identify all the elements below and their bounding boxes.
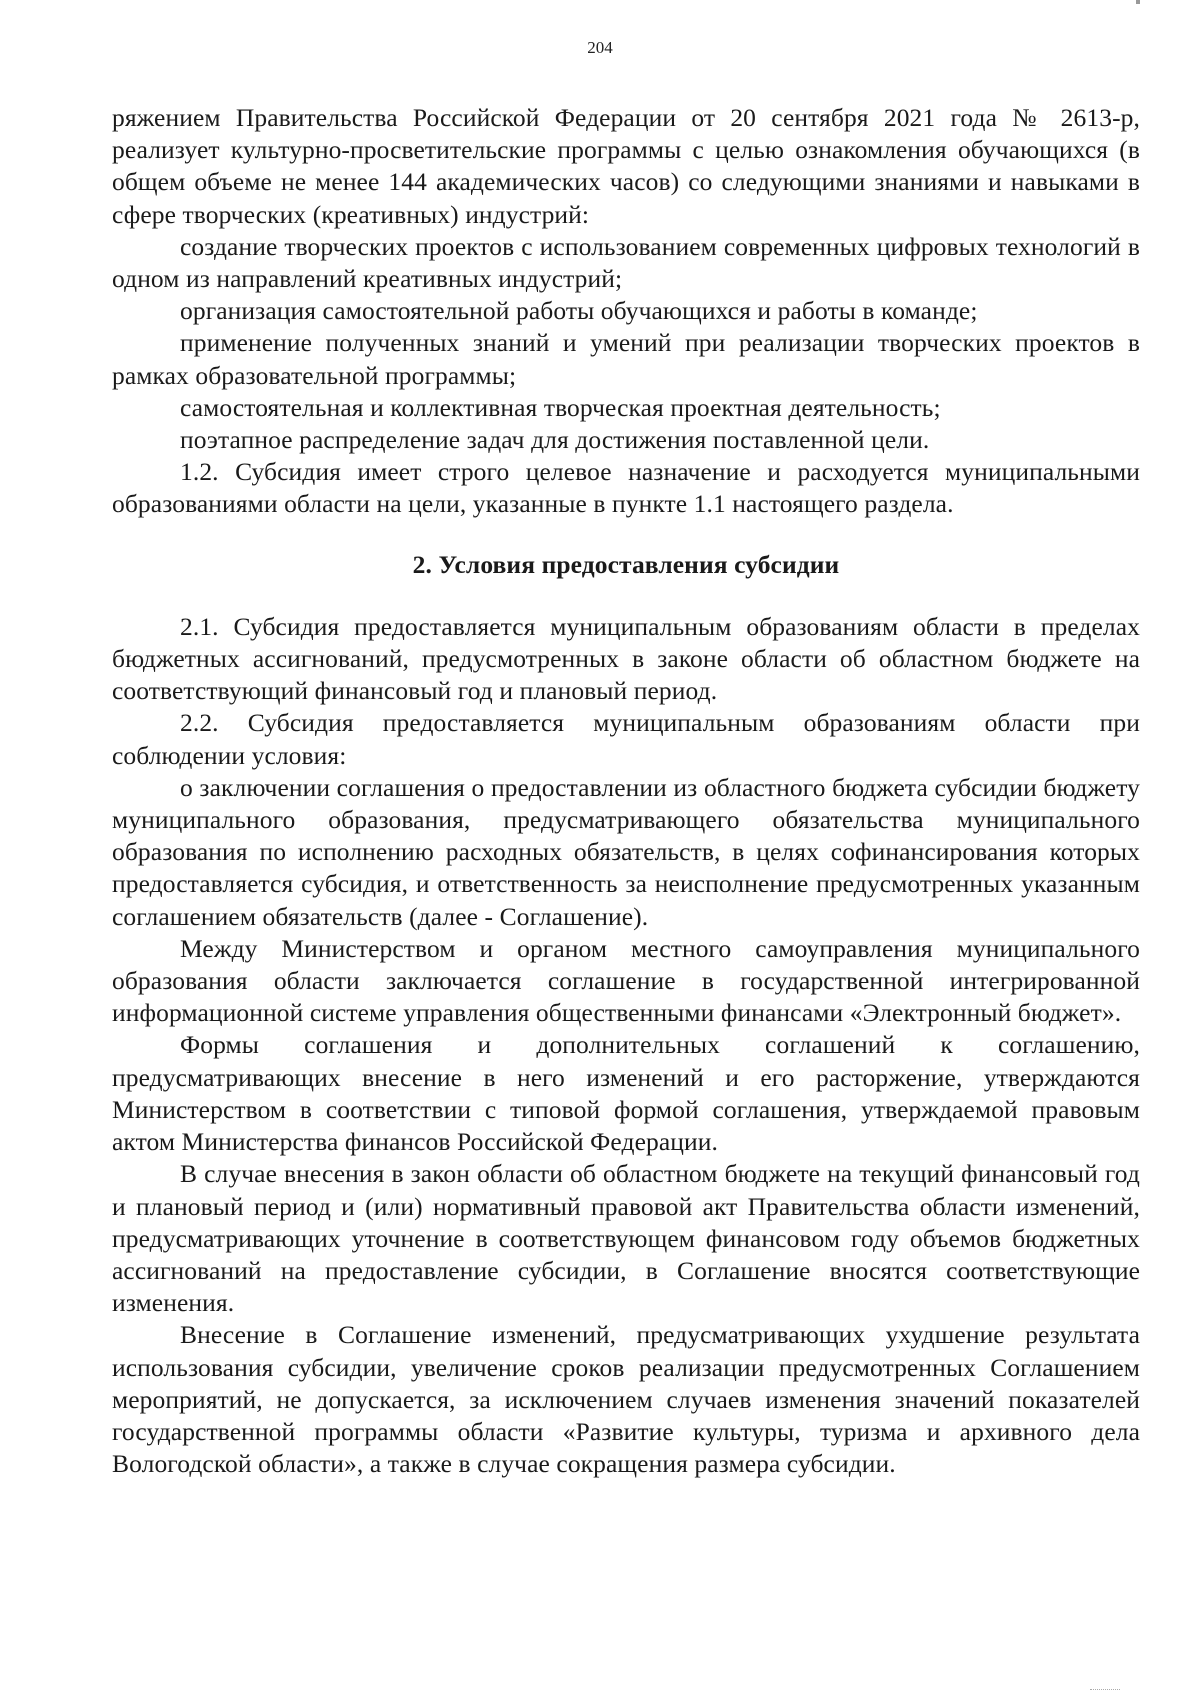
paragraph-electronic-budget: Между Министерством и органом местного самоуправления муниципального образования области заключается соглашение в государственной интегрированной информационной системе управления общественными финансами «Электронный бюджет».: [112, 933, 1140, 1028]
list-item-self-organization: организация самостоятельной работы обучающихся и работы в команде;: [180, 296, 978, 326]
paragraph-amendment-restrictions: Внесение в Соглашение изменений, предусматривающих ухудшение результата использования субсидии, увеличение сроков реализации предусмотренных Соглашением мероприятий, не допускается, за исключением случаев изменения значений показателей государственной программы области «Развитие культуры, туризма и архивного дела Вологодской области», а также в случае сокращения размера субсидии.: [112, 1320, 1140, 1479]
scan-artifact-top: [1136, 0, 1140, 4]
paragraph-2-2: 2.2. Субсидия предоставляется муниципальным образованиям области при соблюдении условия:: [112, 708, 1140, 770]
paragraph-budget-changes: В случае внесения в закон области об областном бюджете на текущий финансовый год и плановый период и (или) нормативный правовой акт Правительства области изменений, предусматривающих уточнение в соответствующем финансовом году объемов бюджетных ассигнований на предоставление субсидии, в Соглашение вносятся соответствующие изменения.: [112, 1159, 1140, 1318]
list-item-task-distribution: поэтапное распределение задач для достижения поставленной цели.: [180, 425, 930, 455]
document-body: [112, 102, 1140, 1480]
paragraph-2-1: 2.1. Субсидия предоставляется муниципальным образованиям области в пределах бюджетных ассигнований, предусмотренных в законе области об областном бюджете на соответствующий финансовый год и плановый период.: [112, 611, 1140, 706]
list-item-knowledge-application: применение полученных знаний и умений при реализации творческих проектов в рамках образовательной программы;: [112, 328, 1140, 390]
scan-artifact-bottom: [1090, 1689, 1120, 1693]
paragraph-agreement-condition: о заключении соглашения о предоставлении из областного бюджета субсидии бюджету муниципального образования, предусматривающего обязательства муниципального образования по исполнению расходных обязательств, в целях софинансирования которых предоставляется субсидия, и ответственность за неисполнение предусмотренных указанным соглашением обязательств (далее - Соглашение).: [112, 772, 1140, 931]
paragraph-continuation: ряжением Правительства Российской Федерации от 20 сентября 2021 года № 2613-р, реализует культурно-просветительские программы с целью ознакомления обучающихся (в общем объеме не менее 144 академических часов) со следующими знаниями и навыками в сфере творческих (креативных) индустрий:: [112, 103, 1140, 229]
paragraph-1-2: 1.2. Субсидия имеет строго целевое назначение и расходуется муниципальными образованиями области на цели, указанные в пункте 1.1 настоящего раздела.: [112, 457, 1140, 519]
paragraph-agreement-forms: Формы соглашения и дополнительных соглашений к соглашению, предусматривающих внесение в него изменений и его расторжение, утверждаются Министерством в соответствии с типовой формой соглашения, утверждаемой правовым актом Министерства финансов Российской Федерации.: [112, 1030, 1140, 1157]
list-item-creative-projects: создание творческих проектов с использованием современных цифровых технологий в одном из направлений креативных индустрий;: [112, 231, 1140, 294]
section-title: 2. Условия предоставления субсидии: [412, 549, 840, 579]
list-item-project-activity: самостоятельная и коллективная творческая проектная деятельность;: [180, 392, 941, 422]
page-number: 204: [587, 38, 613, 57]
